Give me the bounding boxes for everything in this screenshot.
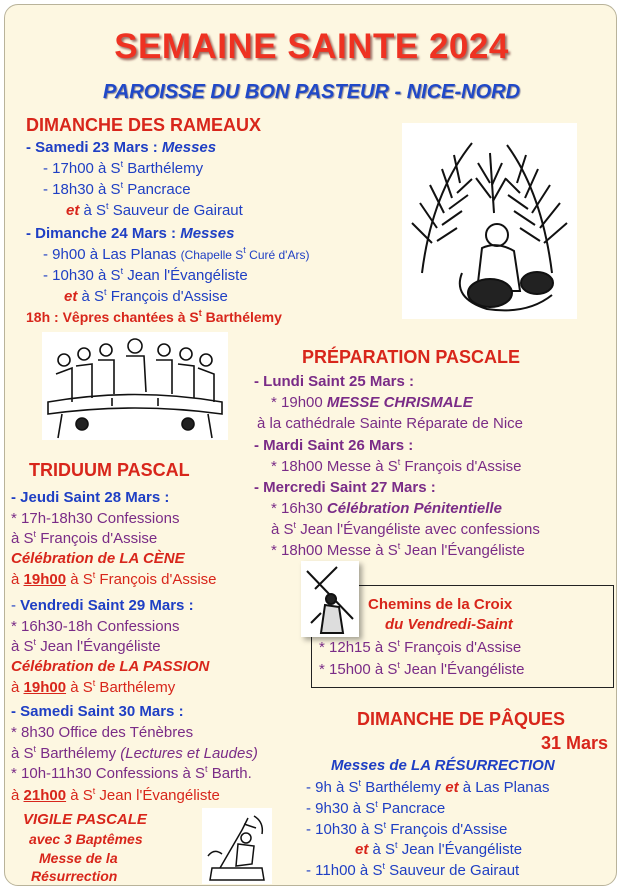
rameaux-vespers: 18h : Vêpres chantées à $S^t$ Barthélemy [26, 308, 282, 325]
prep-wednesday-penitential: * 16h30 Célébration Pénitentielle [271, 500, 502, 517]
triduum-sat-confessions: * 10h-11h30 Confessions à $S^t$ Barth. [11, 764, 252, 782]
triduum-sat-office-place: à $S^t$ Barthélemy (Lectures et Laudes) [11, 744, 258, 762]
triduum-fri-celebration: Célébration de LA PASSION [11, 658, 210, 675]
vigil-resurrection: Résurrection [31, 868, 118, 884]
resurrection-illustration [202, 808, 272, 884]
prep-tuesday-mass: * 18h00 Messe à $S^t$ François d'Assise [271, 457, 522, 475]
rameaux-saturday: - Samedi 23 Mars : Messes [26, 139, 217, 156]
triduum-fri-time: à 19h00 à $S^t$ Barthélemy [11, 678, 176, 696]
triduum-thu-time: à 19h00 à $S^t$ François d'Assise [11, 570, 217, 588]
triduum-heading: TRIDUUM PASCAL [29, 460, 190, 480]
easter-masses-title: Messes de LA RÉSURRECTION [331, 757, 555, 774]
stations-time-2: * 15h00 à $S^t$ Jean l'Évangéliste [319, 660, 525, 678]
rameaux-sunday: - Dimanche 24 Mars : Messes [26, 225, 235, 242]
rameaux-heading: DIMANCHE DES RAMEAUX [26, 115, 262, 135]
vigil-mass: Messe de la [39, 850, 118, 866]
stations-time-1: * 12h15 à $S^t$ François d'Assise [319, 638, 522, 656]
vigil-baptisms: avec 3 Baptêmes [29, 831, 143, 847]
page-title: SEMAINE SAINTE 2024 [114, 27, 509, 66]
prep-tuesday: - Mardi Saint 26 Mars : [254, 437, 414, 454]
easter-mass-1: - 9h à $S^t$ Barthélemy et à Las Planas [306, 778, 550, 796]
easter-mass-2: - 9h30 à $S^t$ Pancrace [306, 799, 446, 817]
easter-heading: DIMANCHE DE PÂQUES [357, 709, 566, 729]
rameaux-sat-mass-2: - 18h30 à $S^t$ Pancrace [43, 180, 191, 198]
cross-bearing-illustration [301, 561, 359, 637]
prep-wednesday: - Mercredi Saint 27 Mars : [254, 479, 436, 496]
triduum-thu-conf-place: à $S^t$ François d'Assise [11, 529, 158, 547]
rameaux-sun-mass-1: - 9h00 à Las Planas (Chapelle $S^t$ Curé d'Ars) [43, 245, 310, 263]
triduum-friday: - Vendredi Saint 29 Mars : [11, 597, 194, 614]
prep-monday-chrism: * 19h00 MESSE CHRISMALE [271, 394, 473, 411]
triduum-fri-conf-place: à $S^t$ Jean l'Évangéliste [11, 637, 161, 655]
rameaux-sun-mass-2: - 10h30 à $S^t$ Jean l'Évangéliste [43, 266, 248, 284]
triduum-sat-office: * 8h30 Office des Ténèbres [11, 724, 194, 741]
triduum-thu-celebration: Célébration de LA CÈNE [11, 550, 185, 567]
easter-mass-4: et à $S^t$ Jean l'Évangéliste [355, 840, 523, 858]
preparation-heading: PRÉPARATION PASCALE [302, 347, 521, 367]
easter-mass-3: - 10h30 à $S^t$ François d'Assise [306, 820, 508, 838]
triduum-saturday: - Samedi Saint 30 Mars : [11, 703, 184, 720]
easter-mass-5: - 11h00 à $S^t$ Sauveur de Gairaut [306, 861, 520, 879]
rameaux-sat-mass-1: - 17h00 à $S^t$ Barthélemy [43, 159, 204, 177]
rameaux-sun-mass-3: et à $S^t$ François d'Assise [64, 287, 228, 305]
palm-sunday-illustration [402, 123, 577, 319]
stations-title: Chemins de la Croix [368, 596, 513, 613]
triduum-fri-confessions: * 16h30-18h Confessions [11, 618, 180, 635]
vigil-title: VIGILE PASCALE [23, 811, 147, 828]
prep-monday: - Lundi Saint 25 Mars : [254, 373, 415, 390]
prep-wednesday-place: à $S^t$ Jean l'Évangéliste avec confessions [271, 520, 540, 538]
prep-wednesday-mass: * 18h00 Messe à $S^t$ Jean l'Évangéliste [271, 541, 525, 559]
triduum-sat-time: à 21h00 à $S^t$ Jean l'Évangéliste [11, 786, 220, 804]
easter-date: 31 Mars [540, 733, 608, 753]
prep-monday-place: à la cathédrale Sainte Réparate de Nice [257, 415, 524, 432]
rameaux-sat-mass-3: et à $S^t$ Sauveur de Gairaut [66, 201, 243, 219]
poster [4, 4, 617, 886]
triduum-thursday: - Jeudi Saint 28 Mars : [11, 489, 170, 506]
stations-subtitle: du Vendredi-Saint [385, 616, 513, 633]
triduum-thu-confessions: * 17h-18h30 Confessions [11, 510, 180, 527]
last-supper-illustration [42, 332, 228, 440]
parish-subtitle: PAROISSE DU BON PASTEUR - NICE-NORD [102, 81, 521, 103]
